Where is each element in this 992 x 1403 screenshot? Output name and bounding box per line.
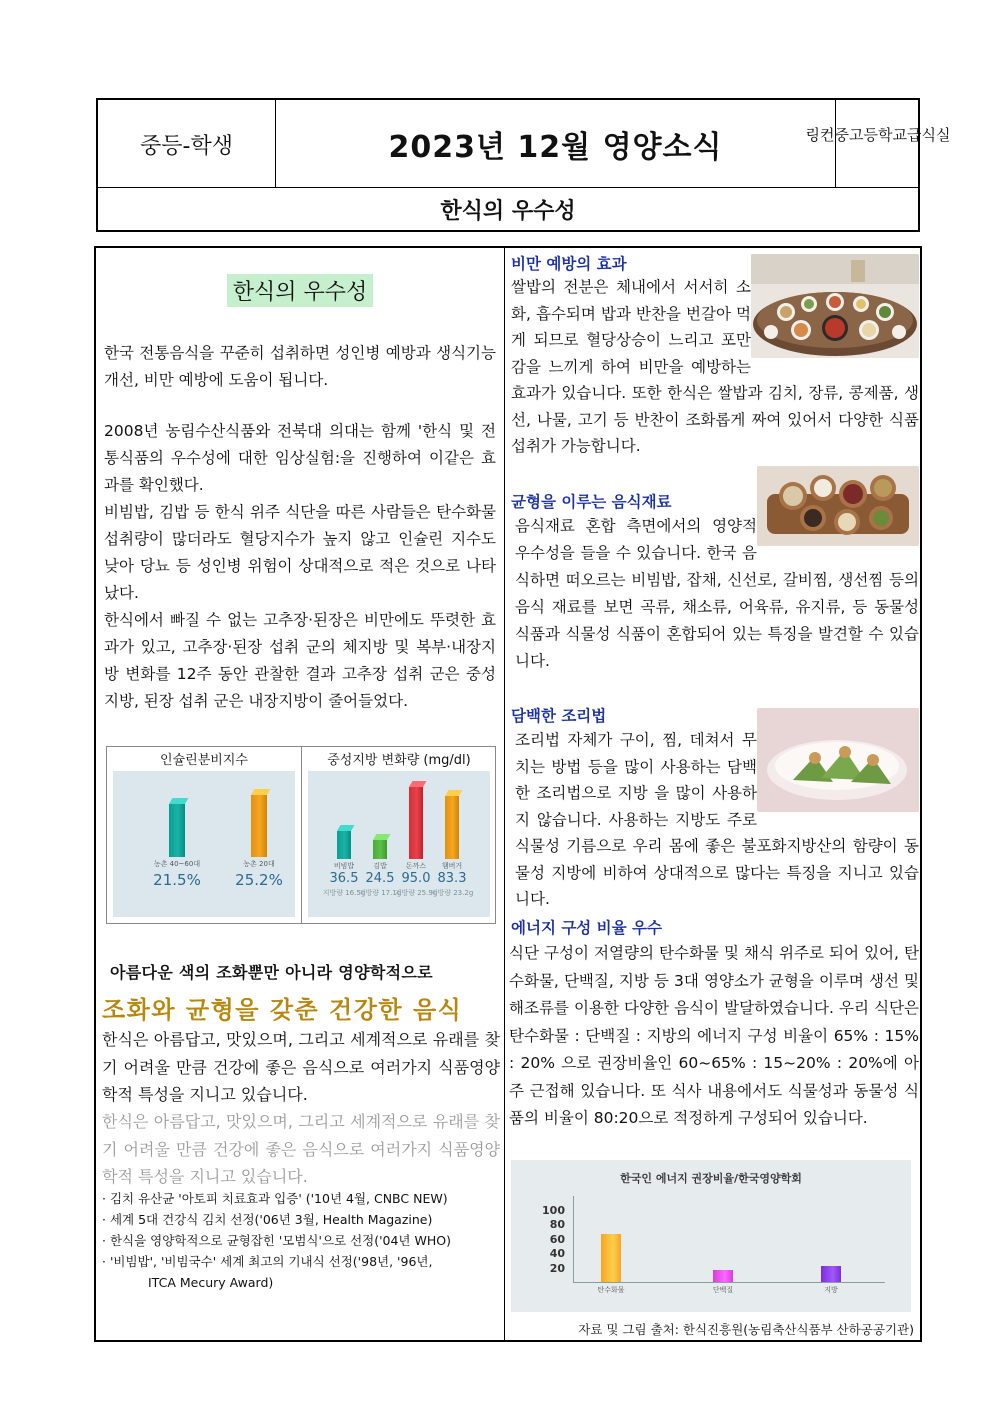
category-label: 비빔밥: [333, 862, 355, 870]
newsletter-title: 2023년 12월 영양소식: [276, 100, 836, 188]
source-credit: 자료 및 그림 출처: 한식진흥원(농림축산식품부 산하공공기관): [578, 1322, 914, 1337]
energy-chart-title: 한국인 에너지 권장비율/한국영양학회: [620, 1172, 802, 1185]
category-label: 햄버거: [441, 862, 463, 870]
category-label: 농촌 20대: [243, 860, 275, 868]
value-label: 21.5%: [153, 871, 201, 889]
bar-지방: [821, 1266, 841, 1282]
category-label: 지방: [824, 1286, 838, 1294]
organization-name: 링컨중고등학교급식실: [805, 126, 951, 144]
section-energy-heading: 에너지 구성 비율 우수: [511, 919, 662, 937]
value-label: 36.5: [329, 871, 359, 886]
awards-list: [102, 1188, 500, 1293]
value-label: 95.0: [401, 871, 431, 886]
y-tick-label: 60: [549, 1232, 565, 1246]
harmony-heading: 조화와 균형을 갖춘 건강한 음식: [102, 996, 463, 1024]
audience-label: 중등-학생: [98, 100, 276, 188]
bar-sublabel: 지방량 16.5g: [322, 889, 366, 897]
left-title: 한식의 우수성: [227, 274, 374, 307]
section-ingredients-text: 음식재료 혼합 측면에서의 영양적 우수성을 들을 수 있습니다. 한국 음식하면 떠오르는 비빔밥, 잡채, 신선로, 갈비찜, 생선찜 등의 음식 재료를 보면 곡류, 채소류, 어육류, 유지류, 등 동물성 식품과 식물성 식품이 혼합되어 있는 특징을 발견할 수 있습니다.: [515, 517, 919, 670]
paragraph-study: 2008년 농림수산식품와 전북대 의대는 함께 '한식 및 전통식품의 우수성에 대한 임상실험:을 진행하여 이같은 효과를 확인했다.: [104, 422, 496, 494]
insulin-chart: [107, 747, 301, 923]
section-cooking-heading: 담백한 조리법: [511, 707, 607, 725]
list-item: · 세계 5대 건강식 김치 선정('06년 3월, Health Magazine): [102, 1212, 433, 1227]
bar-비빔밥: [337, 831, 351, 859]
bar-농촌 20대: [251, 795, 267, 857]
energy-ratio-chart: [511, 1160, 911, 1312]
paragraph-korean-food: 한식은 아름답고, 맛있으며, 그리고 세계적으로 유래를 찾기 어려울 만큼 건강에 좋은 음식으로 여러가지 식품영양학적 특성을 지니고 있습니다.: [102, 1030, 500, 1104]
harmony-subheading: 아름다운 색의 조화뿐만 아니라 영양학적으로: [110, 963, 433, 982]
y-tick-label: 100: [542, 1203, 565, 1217]
triglyceride-chart: [302, 747, 496, 923]
value-label: 24.5: [365, 871, 395, 886]
category-label: 돈까스: [405, 862, 427, 870]
section-cooking-text: 조리법 자체가 구이, 찜, 데쳐서 무치는 방법 등을 많이 사용하는 담백한 조리법으로 지방 을 많이 사용하지 않습니다. 사용하는 지방도 주로 식물성 기름으로 우리 몸에 좋은 불포화지방산의 함량이 동물성 지방에 비하여 상대적으로 많다는 특징을 지니고 있습니다.: [515, 731, 919, 908]
bar-sublabel: 지방량 17.1g: [358, 889, 402, 897]
category-label: 탄수화물: [597, 1286, 625, 1294]
newsletter-header: [96, 98, 951, 232]
y-tick-label: 80: [549, 1218, 565, 1231]
category-label: 농촌 40~60대: [153, 860, 201, 868]
bar-단백질: [713, 1270, 733, 1282]
list-item: · 김치 유산균 '아토피 치료효과 입증' ('10년 4월, CNBC NEW): [102, 1191, 448, 1206]
bar-농촌 40~60대: [169, 804, 185, 857]
section-obesity-text: 쌀밥의 전분은 체내에서 서서히 소화, 흡수되며 밥과 반찬을 번갈아 먹게 되므로 혈당상승이 느리고 포만감을 느끼게 하여 비만을 예방하는 효과가 있습니다. 또한 한식은 쌀밥과 김치, 장류, 콩제품, 생선, 나물, 고기 등 반찬이 조화롭게 짜여 있어서 다양한 식품 섭취가 가능합니다.: [511, 278, 919, 455]
bar-김밥: [373, 840, 387, 859]
section-ingredients-heading: 균형을 이루는 음식재료: [511, 493, 672, 511]
paragraph-korean-food-faded: 한식은 아름답고, 맛있으며, 그리고 세계적으로 유래를 찾기 어려울 만큼 건강에 좋은 음식으로 여러가지 식품영양학적 특성을 지니고 있습니다.: [102, 1112, 500, 1186]
header-top-row: [98, 100, 951, 188]
bar-햄버거: [445, 796, 459, 859]
list-item: · 한식을 영양학적으로 균형잡힌 '모범식'으로 선정('04년 WHO): [102, 1233, 451, 1248]
list-item: ITCA Mecury Award): [148, 1275, 274, 1290]
value-label: 25.2%: [235, 871, 283, 889]
value-label: 83.3: [437, 871, 467, 886]
insulin-chart-title: 인슐린분비지수: [160, 753, 248, 768]
section-obesity-heading: 비만 예방의 효과: [511, 255, 627, 273]
list-item: · '비빔밥', '비빔국수' 세계 최고의 기내식 선정('98년, '96년,: [102, 1254, 433, 1269]
main-content-box: [94, 246, 922, 1342]
bar-sublabel: 지방량 25.9g: [394, 889, 438, 897]
y-tick-label: 20: [549, 1261, 565, 1275]
triglyceride-chart-title: 중성지방 변화량 (mg/dl): [327, 753, 471, 768]
y-tick-label: 40: [549, 1247, 565, 1260]
bar-sublabel: 지방량 23.2g: [430, 889, 474, 897]
category-label: 김밥: [373, 862, 387, 870]
bar-돈까스: [409, 787, 423, 859]
right-column: [505, 248, 920, 1340]
newsletter-subtitle: 한식의 우수성: [440, 198, 576, 224]
left-column: [96, 248, 504, 1340]
study-charts: [106, 746, 496, 924]
paragraph-gochujang: 한식에서 빠질 수 없는 고추장·된장은 비만에도 뚜렷한 효과가 있고, 고추장·된장 섭취 군의 체지방 및 복부·내장지방 변화를 12주 동안 관찰한 결과 고추장 섭취 군은 중성지방, 된장 섭취 군은 내장지방이 줄어들었다.: [104, 611, 496, 710]
section-energy-text: 식단 구성이 저열량의 탄수화물 및 채식 위주로 되어 있어, 탄수화물, 단백질, 지방 등 3대 영양소가 균형을 이루며 생선 및 해조류를 이용한 다양한 음식이 발달하였습니다. 우리 식단은 탄수화물 : 단백질 : 지방의 에너지 구성 비율이 65% : 15% : 20% 으로 권장비율인 60~65% : 15~20% : 20%에 아주 근접해 있습니다. 또 식사 내용에서도 식물성과 동물성 식품의 비율이 80:20으로 적정하게 구성되어 있습니다.: [509, 944, 919, 1127]
paragraph-intro: 한국 전통음식을 꾸준히 섭취하면 성인병 예방과 생식기능 개선, 비만 예방에 도움이 됩니다.: [104, 344, 496, 389]
bar-탄수화물: [601, 1234, 621, 1282]
category-label: 단백질: [712, 1286, 734, 1294]
paragraph-bibimbap: 비빔밥, 김밥 등 한식 위주 식단을 따른 사람들은 탄수화물 섭취량이 많더라도 혈당지수가 높지 않고 인슐린 지수도 낮아 당뇨 등 성인병 위험이 상대적으로 적은 것으로 나타났다.: [104, 503, 496, 602]
